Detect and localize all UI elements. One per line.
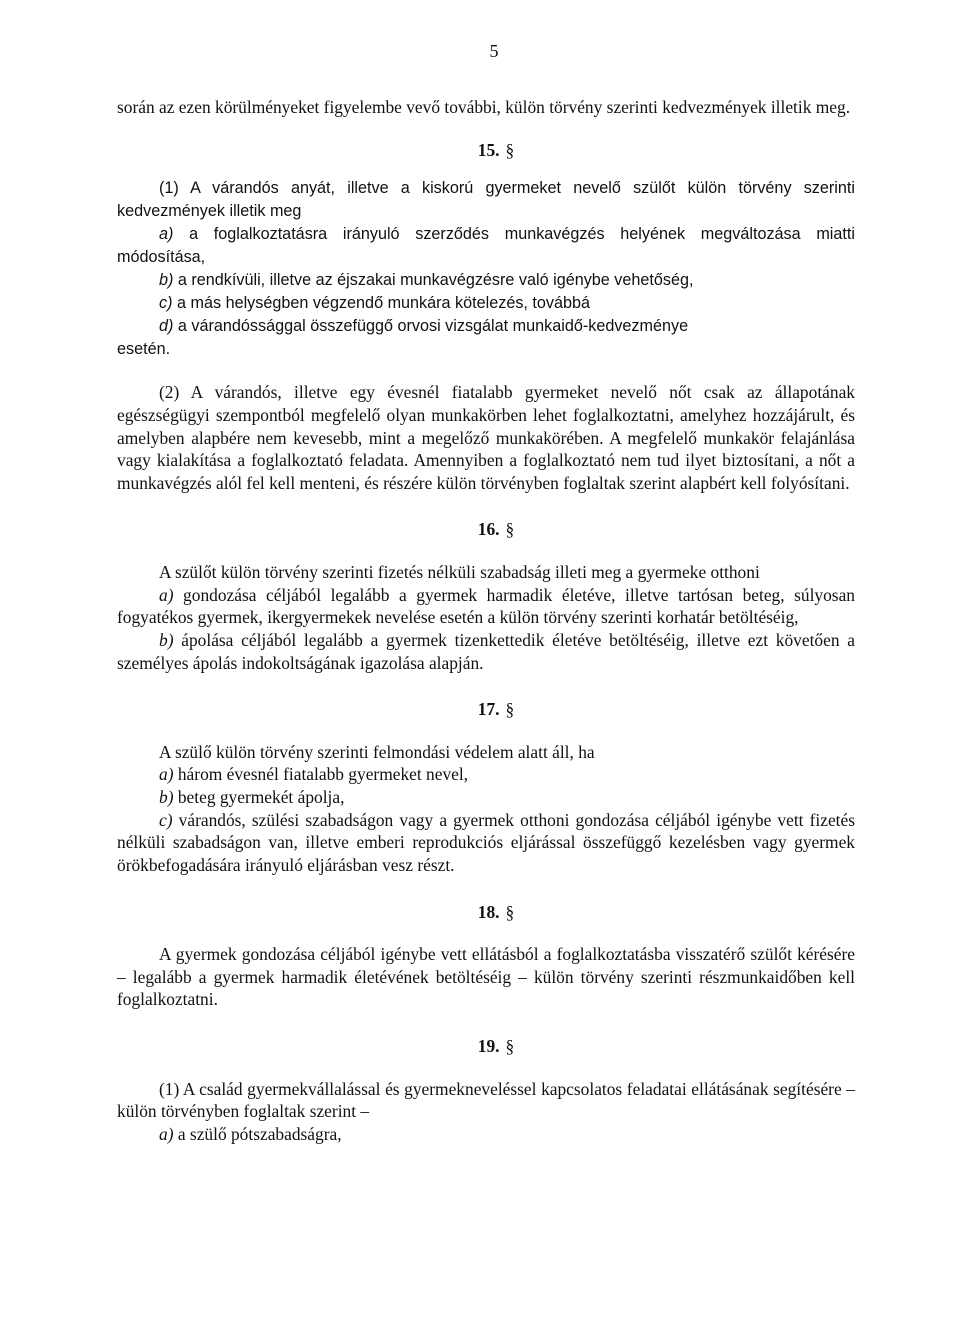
section-15-number: 15. (477, 139, 500, 160)
section-17-number: 17. (477, 699, 500, 720)
section-18-number: 18. (477, 901, 500, 922)
section-symbol: § (505, 901, 515, 922)
section-16-paragraph-1: A szülőt külön törvény szerinti fizetés nélküli szabadság illeti meg a gyermeke otthoni (159, 562, 760, 582)
item-label: a) (159, 584, 174, 605)
item-label: b) (159, 629, 174, 650)
item-text: várandós, szülési szabadságon vagy a gyermek otthoni gondozása céljából igénybe vett fizetés nélküli szabadságon van, illetve emberi reprodukciós eljárással összefüggő kezelésben vagy gyermek örökbefogadására irányuló eljárásban vesz részt. (117, 809, 855, 875)
section-17-heading (117, 698, 855, 721)
section-15-heading (117, 139, 855, 162)
item-label: c) (159, 809, 173, 830)
section-19-heading (117, 1035, 855, 1058)
section-symbol: § (505, 519, 515, 540)
item-label: a) (159, 1123, 174, 1144)
item-label: a) (159, 764, 174, 785)
item-label: a) (159, 225, 174, 244)
item-text: a várandóssággal összefüggő orvosi vizsgálat munkaidő-kedvezménye (177, 317, 689, 336)
section-15-item-c (117, 292, 855, 315)
item-text: a más helységben végzendő munkára kötelezés, továbbá (176, 294, 591, 313)
section-16-item-b (117, 629, 855, 674)
section-17-item-b (117, 786, 855, 809)
item-text: gondozása céljából legalább a gyermek harmadik életéve, illetve tartósan beteg, súlyosan fogyatékos gyermek, ikergyermekek nevelése esetén a külön törvény szerinti korhatár betöltéséig, (117, 584, 855, 628)
section-15-paragraph-2: (2) A várandós, illetve egy évesnél fiatalabb gyermeket nevelő nőt csak az állapotának egészségügyi szempontból megfelelő olyan munkakörben lehet foglalkoztatni, amelyhez hozzájárult, és amelyben alapbére nem kevesebb, mint a megelőző munkakörében. A megfelelő munkakör felajánlása vagy kialakítása a foglalkoztató feladata. Amennyiben a foglalkoztató nem tud ilyet biztosítani, a nőt a munkavégzés alól fel kell menteni, és részére külön törvényben foglaltak szerint alapbért kell folyósítani. (117, 382, 855, 493)
section-17-paragraph-1: A szülő külön törvény szerinti felmondási védelem alatt áll, ha (159, 741, 595, 762)
section-15-closing: esetén. (117, 340, 171, 359)
item-label: d) (159, 317, 174, 336)
item-label: b) (159, 271, 174, 290)
section-15-body (117, 177, 855, 361)
item-text: a rendkívüli, illetve az éjszakai munkavégzésre való igénybe vehetőség, (177, 271, 694, 290)
section-16-number: 16. (477, 519, 500, 540)
section-18-paragraph-1: A gyermek gondozása céljából igénybe vett ellátásból a foglalkoztatásba visszatérő szülőt kérésére – legalább a gyermek harmadik életévének betöltéséig – külön törvény szerinti részmunkaidőben kell foglalkoztatni. (117, 944, 855, 1010)
section-18-heading (117, 901, 855, 924)
section-16-heading (117, 518, 855, 541)
section-symbol: § (505, 699, 515, 720)
document-body (117, 96, 855, 1146)
section-15-item-d (117, 315, 855, 338)
item-label: b) (159, 787, 174, 807)
item-label: c) (159, 294, 173, 313)
section-19-number: 19. (477, 1036, 500, 1056)
page-number: 5 (489, 41, 499, 61)
item-text: beteg gyermekét ápolja, (177, 787, 345, 807)
section-19-paragraph-1: (1) A család gyermekvállalással és gyermekneveléssel kapcsolatos feladatai ellátásának segítésére – külön törvényben foglaltak szerint – (117, 1078, 855, 1122)
item-text: a szülő pótszabadságra, (177, 1123, 342, 1144)
item-text: három évesnél fiatalabb gyermeket nevel, (177, 764, 469, 785)
section-17-item-a (117, 763, 855, 786)
section-16-item-a (117, 584, 855, 629)
section-15-item-a (117, 223, 855, 269)
intro-paragraph: során az ezen körülményeket figyelembe vevő további, külön törvény szerinti kedvezmények illetik meg. (117, 97, 851, 117)
item-text: ápolása céljából legalább a gyermek tizenkettedik életéve betöltéséig, illetve ezt követően a személyes ápolás indokoltságának igazolása alapján. (117, 629, 855, 673)
section-symbol: § (505, 139, 515, 160)
section-19-item-a (117, 1123, 855, 1146)
section-15-item-b (117, 269, 855, 292)
item-text: a foglalkoztatásra irányuló szerződés munkavégzés helyének megváltozása miatti módosítása, (117, 225, 855, 267)
section-15-paragraph-1: (1) A várandós anyát, illetve a kiskorú gyermeket nevelő szülőt külön törvény szerinti kedvezmények illetik meg (117, 179, 855, 221)
section-symbol: § (505, 1036, 515, 1056)
section-17-item-c (117, 809, 855, 877)
